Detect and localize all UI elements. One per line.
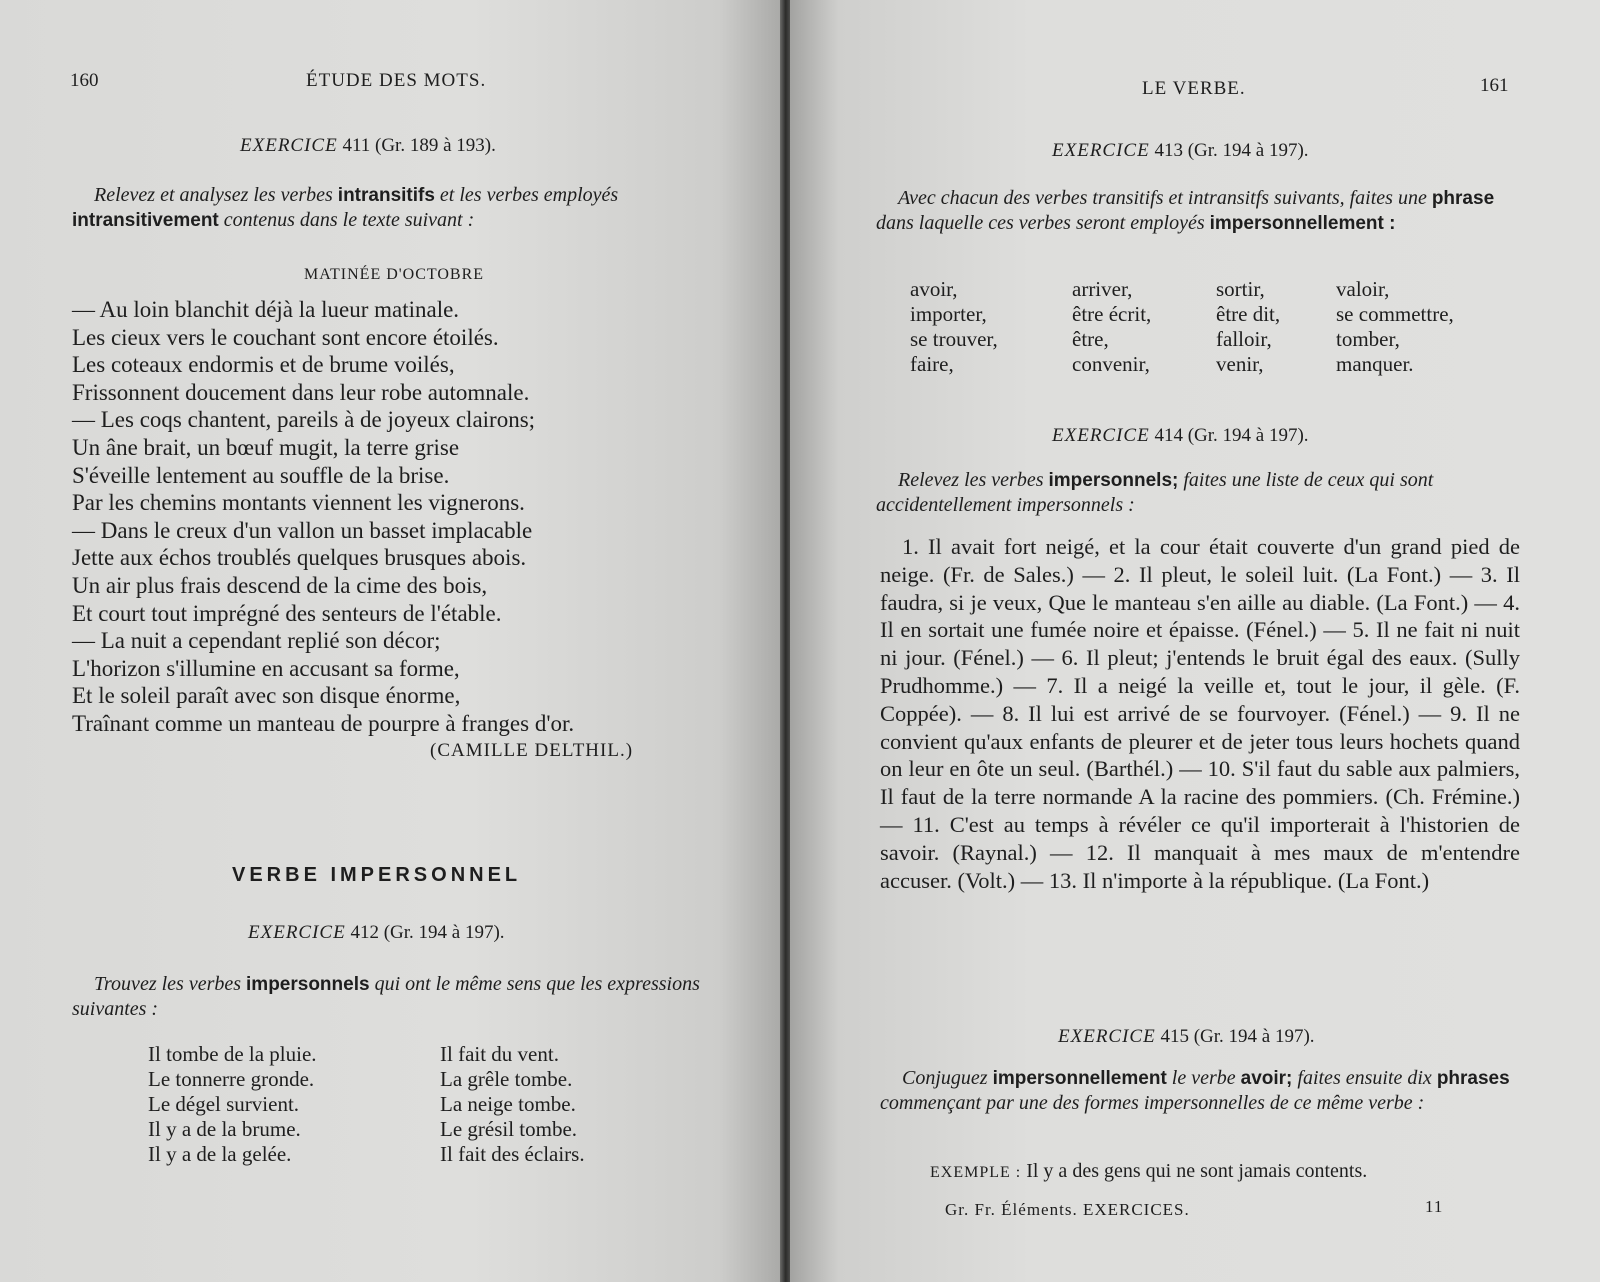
- expression-item: La grêle tombe.: [440, 1067, 573, 1091]
- verb-item: arriver,: [1072, 277, 1133, 301]
- poem-line: Un âne brait, un bœuf mugit, la terre grise: [72, 434, 460, 460]
- verbs-column-3: [1216, 277, 1280, 377]
- running-head: LE VERBE.: [1142, 78, 1246, 99]
- exercise-415-example: EXEMPLE : Il y a des gens qui ne sont jamais contents.: [930, 1160, 1368, 1182]
- expression-item: Le grésil tombe.: [440, 1117, 578, 1141]
- expressions-column-1: [148, 1042, 317, 1167]
- exercise-414-heading: EXERCICE 414 (Gr. 194 à 197).: [1052, 425, 1309, 446]
- expression-item: Il y a de la brume.: [148, 1117, 301, 1141]
- verb-item: valoir,: [1336, 277, 1390, 301]
- poem-line: Un air plus frais descend de la cime des bois,: [72, 572, 488, 598]
- exercise-412-heading: EXERCICE 412 (Gr. 194 à 197).: [248, 922, 505, 943]
- verb-item: convenir,: [1072, 352, 1150, 376]
- verb-item: importer,: [910, 302, 987, 326]
- poem-line: Jette aux échos troublés quelques brusques abois.: [72, 545, 527, 571]
- poem-line: L'horizon s'illumine en accusant sa forme,: [72, 655, 460, 681]
- expression-item: Il tombe de la pluie.: [148, 1042, 317, 1066]
- poem-author: (CAMILLE DELTHIL.): [430, 740, 634, 761]
- exercise-411-heading: EXERCICE 411 (Gr. 189 à 193).: [240, 135, 496, 156]
- poem-line: Et le soleil paraît avec son disque énorme,: [72, 683, 461, 709]
- poem-line: Par les chemins montants viennent les vignerons.: [72, 490, 525, 516]
- poem-line: — La nuit a cependant replié son décor;: [72, 628, 441, 654]
- poem-line: Traînant comme un manteau de pourpre à franges d'or.: [72, 710, 575, 736]
- expression-item: Le dégel survient.: [148, 1092, 300, 1116]
- poem-line: S'éveille lentement au souffle de la brise.: [72, 462, 450, 488]
- poem-line: Les coteaux endormis et de brume voilés,: [72, 352, 455, 378]
- poem-line: Et court tout imprégné des senteurs de l'étable.: [72, 600, 502, 626]
- exercise-413-heading: EXERCICE 413 (Gr. 194 à 197).: [1052, 140, 1309, 161]
- verb-item: falloir,: [1216, 327, 1272, 351]
- expressions-column-2: [440, 1042, 585, 1167]
- exercise-412-instructions: Trouvez les verbes impersonnels qui ont le même sens que les expressions suivantes :: [72, 973, 700, 1020]
- signature-mark: 11: [1425, 1197, 1444, 1216]
- verb-item: avoir,: [910, 277, 958, 301]
- expression-item: Il fait du vent.: [440, 1042, 559, 1066]
- expression-item: Le tonnerre gronde.: [148, 1067, 315, 1091]
- page-number: 160: [70, 70, 99, 91]
- verb-item: sortir,: [1216, 277, 1265, 301]
- exercise-415-heading: EXERCICE 415 (Gr. 194 à 197).: [1058, 1026, 1315, 1047]
- poem-line: Les cieux vers le couchant sont encore étoilés.: [72, 324, 499, 350]
- poem: [72, 296, 712, 738]
- exercise-413-instructions: Avec chacun des verbes transitifs et intransitfs suivants, faites une phrase dans laquelle ces verbes seront employés impersonnellement :: [876, 187, 1495, 234]
- expression-item: La neige tombe.: [440, 1092, 576, 1116]
- verb-item: être,: [1072, 327, 1109, 351]
- page-number: 161: [1480, 75, 1509, 96]
- footer: Gr. Fr. Éléments. EXERCICES.: [945, 1200, 1190, 1219]
- left-page: [0, 0, 782, 1282]
- verb-item: faire,: [910, 352, 954, 376]
- verb-item: manquer.: [1336, 352, 1414, 376]
- poem-line: — Les coqs chantent, pareils à de joyeux clairons;: [72, 407, 536, 433]
- verb-item: se trouver,: [910, 327, 998, 351]
- verb-item: tomber,: [1336, 327, 1400, 351]
- poem-title: MATINÉE D'OCTOBRE: [304, 266, 485, 283]
- expression-item: Il y a de la gelée.: [148, 1142, 292, 1166]
- poem-line: Frissonnent doucement dans leur robe automnale.: [72, 379, 530, 405]
- verb-item: venir,: [1216, 352, 1264, 376]
- verb-item: se commettre,: [1336, 302, 1454, 326]
- exercise-415-instructions: Conjuguez impersonnellement le verbe avoir; faites ensuite dix phrases commençant par une des formes impersonnelles de ce même verbe :: [880, 1067, 1510, 1114]
- section-title: VERBE IMPERSONNEL: [232, 864, 522, 886]
- poem-line: — Dans le creux d'un vallon un basset implacable: [72, 517, 533, 543]
- verb-item: être dit,: [1216, 302, 1281, 326]
- verb-item: être écrit,: [1072, 302, 1152, 326]
- verbs-column-4: [1336, 277, 1454, 377]
- exercise-414-text: 1. Il avait fort neigé, et la cour était couverte d'un grand pied de neige. (Fr. de Sales.) — 2. Il pleut, le soleil luit. (La Font.) — 3. Il faudra, si je veux, Que le manteau s'en aille au diable. (La Font.) — 4. Il en sortait une fumée noire et épaisse. (Fénel.) — 5. Il ne fait ni nuit ni jour. (Fénel.) — 6. Il pleut; j'entends le bruit égal des eaux. (Sully Prudhomme.) — 7. Il a neigé la veille et, tout le jour, il gèle. (F. Coppée). — 8. Il lui est arrivé de se fourvoyer. (Fénel.) — 9. Il ne convient qu'aux enfants de pleurer et de jeter tous leurs hochets quand on leur en ôte un seul. (Barthél.) — 10. S'il faut du sable aux palmiers, Il faut de la terre normande A la racine des pommiers. (Ch. Frémine.) — 11. C'est au temps à révéler ce qu'il importerait à l'historien de savoir. (Raynal.) — 12. Il manquait à mes maux de m'entendre accuser. (Volt.) — 13. Il n'importe à la république. (La Font.): [880, 534, 1520, 893]
- right-page: [790, 0, 1600, 1282]
- running-head: ÉTUDE DES MOTS.: [306, 70, 487, 91]
- exercise-414-instructions: Relevez les verbes impersonnels; faites une liste de ceux qui sont accidentellement impersonnels :: [876, 469, 1434, 516]
- verbs-column-1: [910, 277, 998, 377]
- poem-line: — Au loin blanchit déjà la lueur matinale.: [72, 297, 460, 322]
- expression-item: Il fait des éclairs.: [440, 1142, 585, 1166]
- verbs-column-2: [1072, 277, 1151, 377]
- exercise-411-instructions: Relevez et analysez les verbes intransitifs et les verbes employés intransitivement contenus dans le texte suivant :: [72, 184, 619, 231]
